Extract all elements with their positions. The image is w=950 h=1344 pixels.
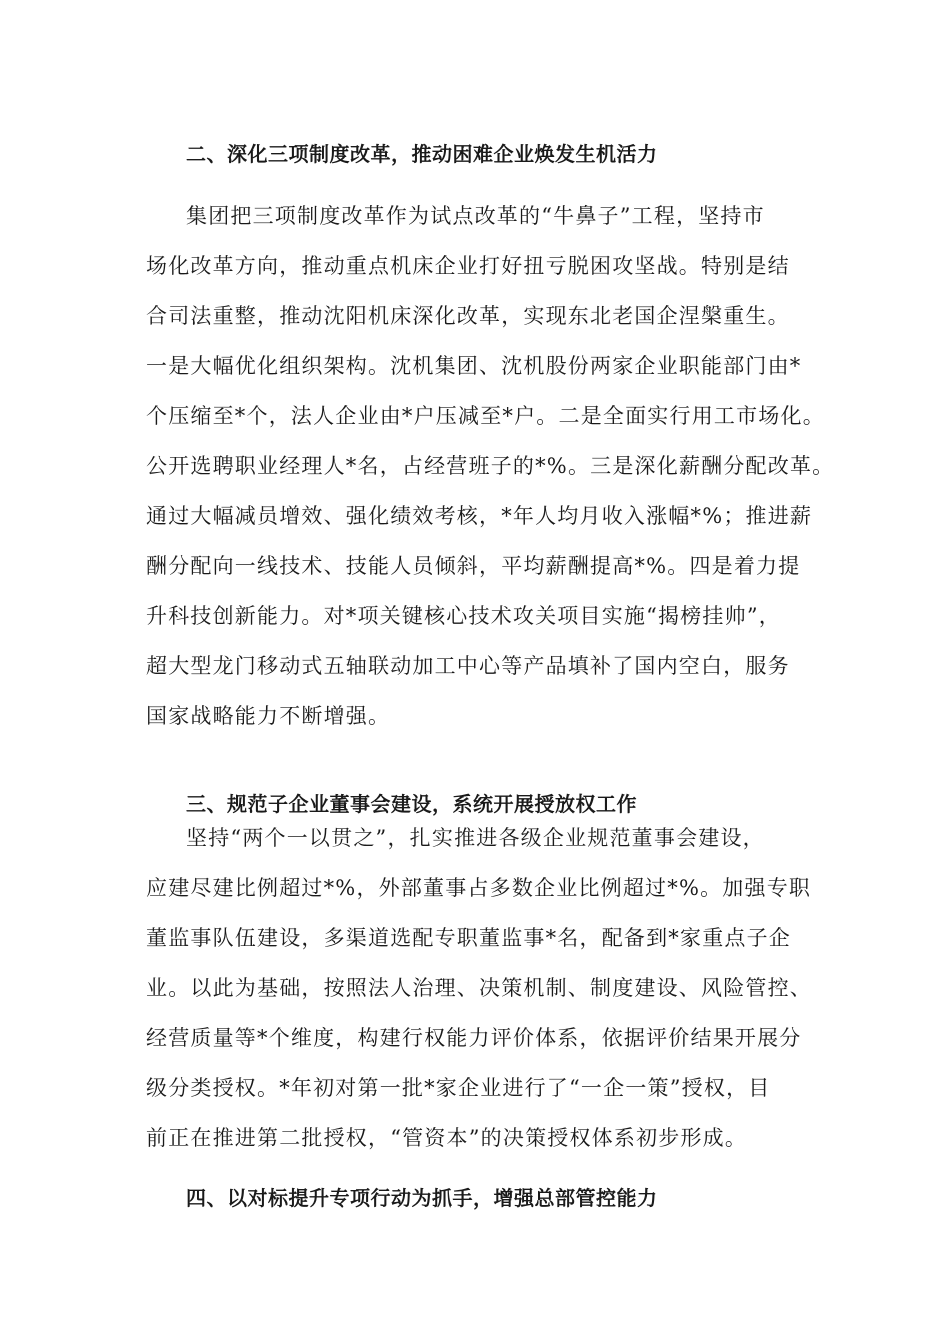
body-line: 场化改革方向，推动重点机床企业打好扭亏脱困攻坚战。特别是结 (146, 254, 790, 278)
body-line: 公开选聘职业经理人*名，占经营班子的*%。三是深化薪酬分配改革。 (146, 454, 835, 478)
body-line: 集团把三项制度改革作为试点改革的“牛鼻子”工程，坚持市 (186, 204, 765, 228)
body-line: 经营质量等*个维度，构建行权能力评价体系，依据评价结果开展分 (146, 1026, 802, 1050)
section-heading-3: 三、规范子企业董事会建设，系统开展授放权工作 (186, 792, 637, 816)
body-line: 超大型龙门移动式五轴联动加工中心等产品填补了国内空白，服务 (146, 654, 790, 678)
body-line: 应建尽建比例超过*%，外部董事占多数企业比例超过*%。加强专职 (146, 876, 812, 900)
body-line: 通过大幅减员增效、强化绩效考核，*年人均月收入涨幅*%；推进薪 (146, 504, 813, 528)
body-line: 合司法重整，推动沈阳机床深化改革，实现东北老国企涅槃重生。 (146, 304, 790, 328)
body-line: 酬分配向一线技术、技能人员倾斜，平均薪酬提高*%。四是着力提 (146, 554, 801, 578)
section-heading-2: 二、深化三项制度改革，推动困难企业焕发生机活力 (186, 142, 658, 166)
body-line: 坚持“两个一以贯之”，扎实推进各级企业规范董事会建设， (186, 826, 765, 850)
body-line: 国家战略能力不断增强。 (146, 704, 391, 728)
section-heading-4: 四、以对标提升专项行动为抓手，增强总部管控能力 (186, 1186, 658, 1210)
body-line: 升科技创新能力。对*项关键核心技术攻关项目实施“揭榜挂帅”， (146, 604, 781, 628)
body-line: 级分类授权。*年初对第一批*家企业进行了“一企一策”授权，目 (146, 1076, 771, 1100)
body-line: 前正在推进第二批授权，“管资本”的决策授权体系初步形成。 (146, 1126, 748, 1150)
body-line: 一是大幅优化组织架构。沈机集团、沈机股份两家企业职能部门由* (146, 354, 802, 378)
body-line: 个压缩至*个，法人企业由*户压减至*户。二是全面实行用工市场化。 (146, 404, 825, 428)
body-line: 业。以此为基础，按照法人治理、决策机制、制度建设、风险管控、 (146, 976, 812, 1000)
body-line: 董监事队伍建设，多渠道选配专职董监事*名，配备到*家重点子企 (146, 926, 791, 950)
